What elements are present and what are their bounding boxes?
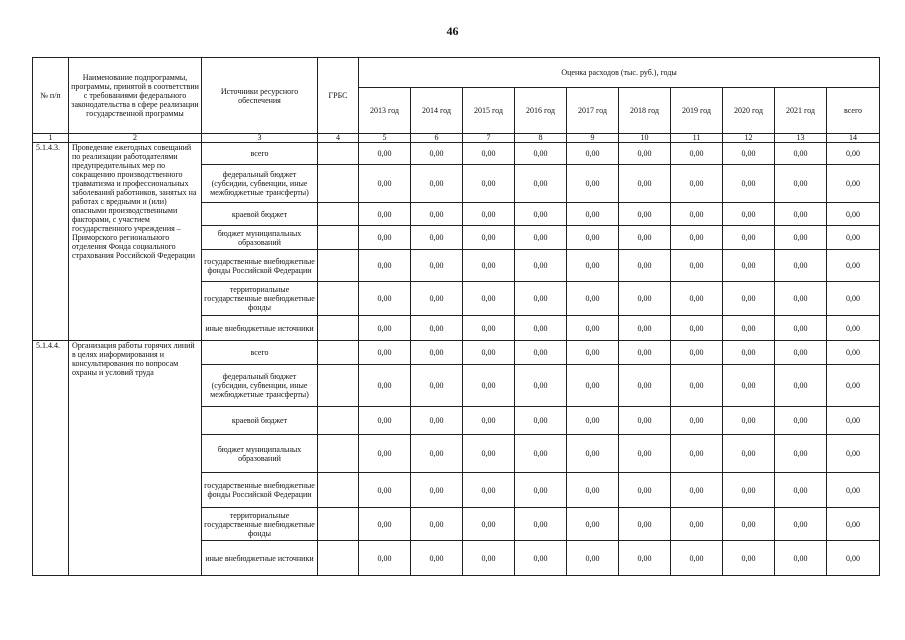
expense-value: 0,00 [359,508,411,541]
page-number: 46 [446,24,459,38]
expense-value: 0,00 [359,541,411,576]
expense-value: 0,00 [359,407,411,435]
expense-value: 0,00 [359,316,411,341]
expense-value: 0,00 [359,341,411,365]
expense-value: 0,00 [827,435,880,473]
grbs-cell [318,165,359,203]
expense-value: 0,00 [463,143,515,165]
expense-value: 0,00 [567,508,619,541]
expense-value: 0,00 [411,226,463,250]
expense-value: 0,00 [671,541,723,576]
expense-value: 0,00 [827,341,880,365]
expense-value: 0,00 [619,165,671,203]
funding-source: бюджет муниципальных образований [202,435,318,473]
expense-value: 0,00 [359,226,411,250]
expense-value: 0,00 [723,407,775,435]
expense-value: 0,00 [619,282,671,316]
expense-value: 0,00 [411,365,463,407]
expense-value: 0,00 [775,143,827,165]
expense-value: 0,00 [567,473,619,508]
expense-value: 0,00 [411,250,463,282]
expense-value: 0,00 [671,250,723,282]
expense-value: 0,00 [723,226,775,250]
expense-value: 0,00 [463,473,515,508]
section-number: 5.1.4.4. [33,341,69,576]
funding-source: государственные внебюджетные фонды Российской Федерации [202,473,318,508]
expense-value: 0,00 [671,226,723,250]
expense-value: 0,00 [671,508,723,541]
expense-value: 0,00 [515,165,567,203]
grbs-cell [318,143,359,165]
expense-value: 0,00 [723,365,775,407]
expense-value: 0,00 [619,435,671,473]
expense-value: 0,00 [775,365,827,407]
funding-source: краевой бюджет [202,203,318,226]
grbs-cell [318,226,359,250]
expense-value: 0,00 [411,508,463,541]
expense-value: 0,00 [359,365,411,407]
header-year: 2015 год [463,88,515,134]
funding-source: краевой бюджет [202,407,318,435]
grbs-cell [318,316,359,341]
expense-value: 0,00 [775,316,827,341]
expense-value: 0,00 [359,250,411,282]
expense-value: 0,00 [775,473,827,508]
section-name: Организация работы горячих линий в целях информирования и консультирования по вопросам охраны и условий труда [69,341,202,576]
expense-value: 0,00 [515,226,567,250]
expense-value: 0,00 [463,226,515,250]
header-source: Источники ресурсного обеспечения [202,58,318,134]
table-row [33,341,880,365]
expense-value: 0,00 [723,282,775,316]
funding-source: всего [202,341,318,365]
expense-value: 0,00 [827,316,880,341]
expense-value: 0,00 [515,541,567,576]
expense-value: 0,00 [723,435,775,473]
column-number: 13 [775,134,827,143]
expense-value: 0,00 [827,365,880,407]
grbs-cell [318,282,359,316]
header-year: 2018 год [619,88,671,134]
expense-value: 0,00 [463,250,515,282]
expense-value: 0,00 [775,341,827,365]
expense-value: 0,00 [671,473,723,508]
column-number: 1 [33,134,69,143]
expense-value: 0,00 [359,435,411,473]
expense-value: 0,00 [515,473,567,508]
column-number: 11 [671,134,723,143]
header-name: Наименование подпрограммы, программы, принятой в соответствии с требованиями федерального законодательства в сфере реализации государственной программы [69,58,202,134]
expense-value: 0,00 [567,365,619,407]
expense-value: 0,00 [775,203,827,226]
expense-value: 0,00 [723,473,775,508]
expense-value: 0,00 [359,203,411,226]
expense-value: 0,00 [775,541,827,576]
grbs-cell [318,508,359,541]
expense-value: 0,00 [411,143,463,165]
expense-value: 0,00 [463,508,515,541]
expense-value: 0,00 [671,143,723,165]
expense-value: 0,00 [619,365,671,407]
expense-value: 0,00 [411,282,463,316]
expense-value: 0,00 [515,282,567,316]
expense-value: 0,00 [463,341,515,365]
column-number: 7 [463,134,515,143]
expense-value: 0,00 [671,365,723,407]
expense-value: 0,00 [567,226,619,250]
expense-value: 0,00 [567,143,619,165]
expense-value: 0,00 [411,341,463,365]
expense-value: 0,00 [567,316,619,341]
expense-value: 0,00 [619,203,671,226]
expense-value: 0,00 [463,165,515,203]
expense-value: 0,00 [671,282,723,316]
expense-value: 0,00 [827,165,880,203]
expense-value: 0,00 [671,316,723,341]
expense-value: 0,00 [515,250,567,282]
header-year: 2020 год [723,88,775,134]
expense-value: 0,00 [463,203,515,226]
expense-value: 0,00 [723,316,775,341]
expense-value: 0,00 [515,435,567,473]
expense-value: 0,00 [671,435,723,473]
table-body [33,143,880,576]
funding-source: бюджет муниципальных образований [202,226,318,250]
expense-value: 0,00 [567,407,619,435]
funding-source: государственные внебюджетные фонды Российской Федерации [202,250,318,282]
expense-value: 0,00 [671,203,723,226]
expense-value: 0,00 [619,143,671,165]
grbs-cell [318,473,359,508]
expense-value: 0,00 [463,282,515,316]
column-number: 2 [69,134,202,143]
funding-source: территориальные государственные внебюджетные фонды [202,282,318,316]
header-year: 2014 год [411,88,463,134]
header-year: 2021 год [775,88,827,134]
funding-source: территориальные государственные внебюджетные фонды [202,508,318,541]
expense-value: 0,00 [515,316,567,341]
table-header [33,58,880,143]
expense-value: 0,00 [463,365,515,407]
expense-value: 0,00 [827,508,880,541]
header-expense-group: Оценка расходов (тыс. руб.), годы [359,58,880,88]
funding-source: всего [202,143,318,165]
grbs-cell [318,203,359,226]
section-number: 5.1.4.3. [33,143,69,341]
header-num: № п/п [33,58,69,134]
column-number: 6 [411,134,463,143]
expense-value: 0,00 [411,165,463,203]
expense-value: 0,00 [619,508,671,541]
column-number: 3 [202,134,318,143]
funding-source: федеральный бюджет (субсидии, субвенции, иные межбюджетные трансферты) [202,365,318,407]
expense-value: 0,00 [359,282,411,316]
expense-value: 0,00 [359,165,411,203]
header-year-total: всего [827,88,880,134]
expense-value: 0,00 [567,541,619,576]
expense-value: 0,00 [411,473,463,508]
expense-value: 0,00 [359,473,411,508]
expense-value: 0,00 [567,165,619,203]
expense-value: 0,00 [827,143,880,165]
expense-value: 0,00 [411,407,463,435]
funding-source: иные внебюджетные источники [202,541,318,576]
column-number: 12 [723,134,775,143]
expense-value: 0,00 [723,165,775,203]
expense-table [32,57,880,576]
expense-value: 0,00 [827,203,880,226]
expense-value: 0,00 [515,365,567,407]
header-year: 2016 год [515,88,567,134]
expense-value: 0,00 [619,541,671,576]
expense-value: 0,00 [411,541,463,576]
header-year: 2013 год [359,88,411,134]
expense-value: 0,00 [723,541,775,576]
expense-value: 0,00 [671,165,723,203]
grbs-cell [318,341,359,365]
expense-value: 0,00 [567,282,619,316]
expense-value: 0,00 [567,435,619,473]
expense-value: 0,00 [619,226,671,250]
expense-value: 0,00 [411,203,463,226]
expense-value: 0,00 [567,250,619,282]
expense-value: 0,00 [411,435,463,473]
expense-value: 0,00 [827,226,880,250]
header-year: 2017 год [567,88,619,134]
expense-value: 0,00 [515,203,567,226]
expense-value: 0,00 [619,316,671,341]
expense-value: 0,00 [775,282,827,316]
grbs-cell [318,365,359,407]
grbs-cell [318,250,359,282]
funding-source: иные внебюджетные источники [202,316,318,341]
expense-value: 0,00 [775,250,827,282]
expense-value: 0,00 [827,250,880,282]
expense-value: 0,00 [463,316,515,341]
expense-value: 0,00 [619,407,671,435]
expense-value: 0,00 [463,541,515,576]
column-number: 9 [567,134,619,143]
expense-value: 0,00 [619,250,671,282]
column-number: 5 [359,134,411,143]
column-number: 8 [515,134,567,143]
expense-value: 0,00 [775,165,827,203]
expense-value: 0,00 [775,226,827,250]
expense-value: 0,00 [619,341,671,365]
column-number: 4 [318,134,359,143]
expense-value: 0,00 [567,341,619,365]
grbs-cell [318,407,359,435]
expense-value: 0,00 [619,473,671,508]
expense-value: 0,00 [827,407,880,435]
expense-value: 0,00 [775,435,827,473]
expense-value: 0,00 [775,407,827,435]
grbs-cell [318,541,359,576]
expense-value: 0,00 [671,407,723,435]
header-grbs: ГРБС [318,58,359,134]
expense-value: 0,00 [827,473,880,508]
expense-value: 0,00 [567,203,619,226]
expense-value: 0,00 [827,282,880,316]
section-name: Проведение ежегодных совещаний по реализации работодателями предупредительных мер по сокращению производственного травматизма и профессиональных заболеваний работников, занятых на работах с вредными и (или) опасными производственными факторами, с участием государственного учреждения – Приморского регионального отделения Фонда социального страхования Российской Федерации [69,143,202,341]
expense-value: 0,00 [775,508,827,541]
expense-value: 0,00 [515,508,567,541]
expense-value: 0,00 [359,143,411,165]
expense-value: 0,00 [671,341,723,365]
expense-value: 0,00 [723,203,775,226]
expense-value: 0,00 [515,143,567,165]
expense-value: 0,00 [463,407,515,435]
expense-value: 0,00 [723,341,775,365]
expense-value: 0,00 [723,143,775,165]
expense-value: 0,00 [723,508,775,541]
expense-value: 0,00 [723,250,775,282]
header-year: 2019 год [671,88,723,134]
column-number: 10 [619,134,671,143]
expense-value: 0,00 [463,435,515,473]
funding-source: федеральный бюджет (субсидии, субвенции, иные межбюджетные трансферты) [202,165,318,203]
column-number-row [33,134,880,143]
expense-value: 0,00 [515,341,567,365]
column-number: 14 [827,134,880,143]
table-row [33,143,880,165]
expense-value: 0,00 [827,541,880,576]
grbs-cell [318,435,359,473]
expense-value: 0,00 [515,407,567,435]
expense-value: 0,00 [411,316,463,341]
